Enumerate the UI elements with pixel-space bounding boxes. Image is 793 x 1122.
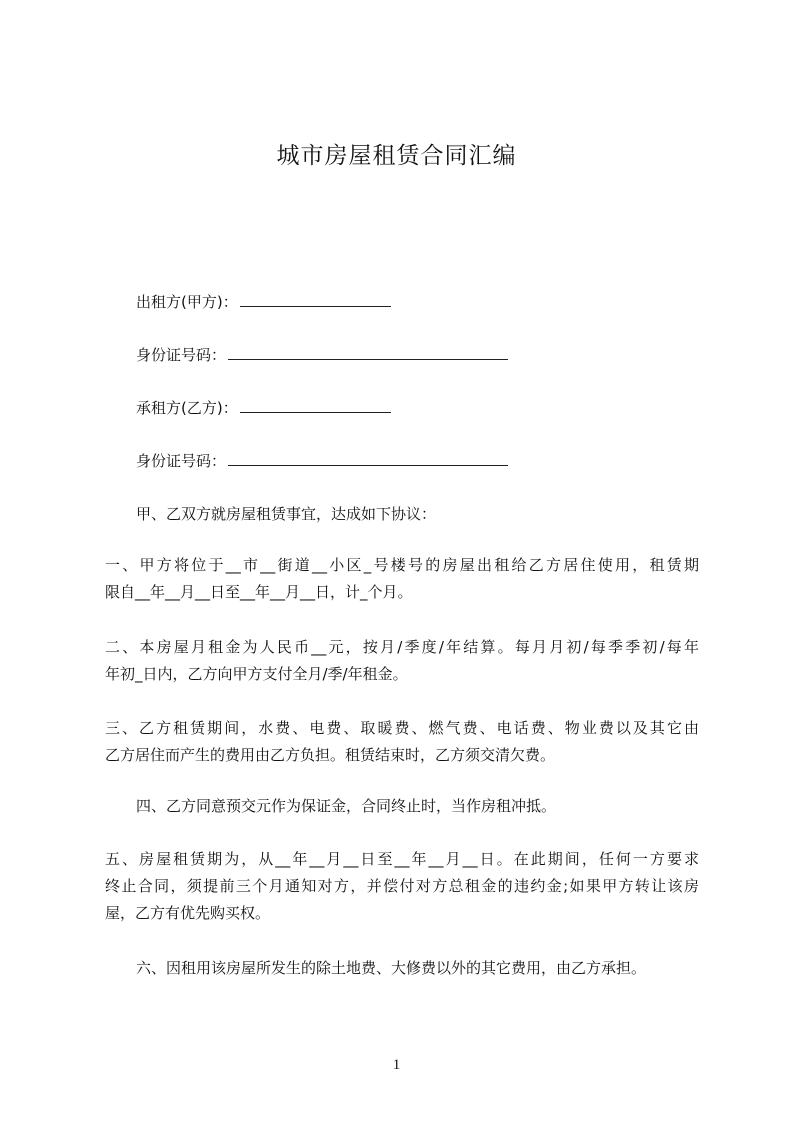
clause-3-line-1: 三、乙方租赁期间，水费、电费、取暖费、燃气费、电话费、物业费以及其它由: [105, 719, 699, 737]
clause-4: 四、乙方同意预交元作为保证金，合同终止时，当作房租冲抵。: [136, 797, 557, 815]
lessor-id-label: 身份证号码：: [136, 346, 227, 364]
clause-5-line-2: 终止合同，须提前三个月通知对方，并偿付对方总租金的违约金;如果甲方转让该房: [105, 877, 699, 895]
lessee-field: [136, 398, 391, 418]
clause-5: [105, 846, 699, 927]
lessee-id-label: 身份证号码：: [136, 452, 227, 470]
clause-5-line-1: 五、房屋租赁期为，从__年__月__日至__年__月__日。在此期间，任何一方要求: [105, 850, 699, 868]
lessor-blank-line[interactable]: [240, 292, 391, 307]
lessor-id-field: [136, 345, 508, 365]
clause-6: 六、因租用该房屋所发生的除土地费、大修费以外的其它费用，由乙方承担。: [136, 959, 647, 977]
clause-2: [105, 634, 699, 688]
lessor-label: 出租方(甲方)：: [136, 293, 238, 311]
clause-2-line-2: 年初_日内，乙方向甲方支付全月/季/年租金。: [105, 665, 408, 683]
clause-5-line-3: 屋，乙方有优先购买权。: [105, 904, 271, 922]
lessor-field: [136, 292, 391, 312]
clause-1-line-2: 限自__年__月__日至__年__月__日，计_个月。: [105, 583, 413, 601]
document-title: 城市房屋租赁合同汇编: [276, 143, 517, 169]
clause-1: [105, 552, 699, 606]
clause-3-line-2: 乙方居住而产生的费用由乙方负担。租赁结束时，乙方须交清欠费。: [105, 746, 556, 764]
clause-2-line-1: 二、本房屋月租金为人民币__元，按月/季度/年结算。每月月初/每季季初/每年: [105, 638, 699, 656]
agreement-intro: 甲、乙双方就房屋租赁事宜，达成如下协议：: [136, 505, 437, 523]
lessee-id-blank-line[interactable]: [228, 451, 508, 466]
clause-3: [105, 715, 699, 769]
lessor-id-blank-line[interactable]: [228, 345, 508, 360]
lessee-id-field: [136, 451, 508, 471]
lessee-label: 承租方(乙方)：: [136, 399, 238, 417]
page-number: 1: [392, 1057, 401, 1073]
clause-1-line-1: 一、甲方将位于__市__街道__小区_号楼号的房屋出租给乙方居住使用，租赁期: [105, 556, 699, 574]
lessee-blank-line[interactable]: [240, 398, 391, 413]
